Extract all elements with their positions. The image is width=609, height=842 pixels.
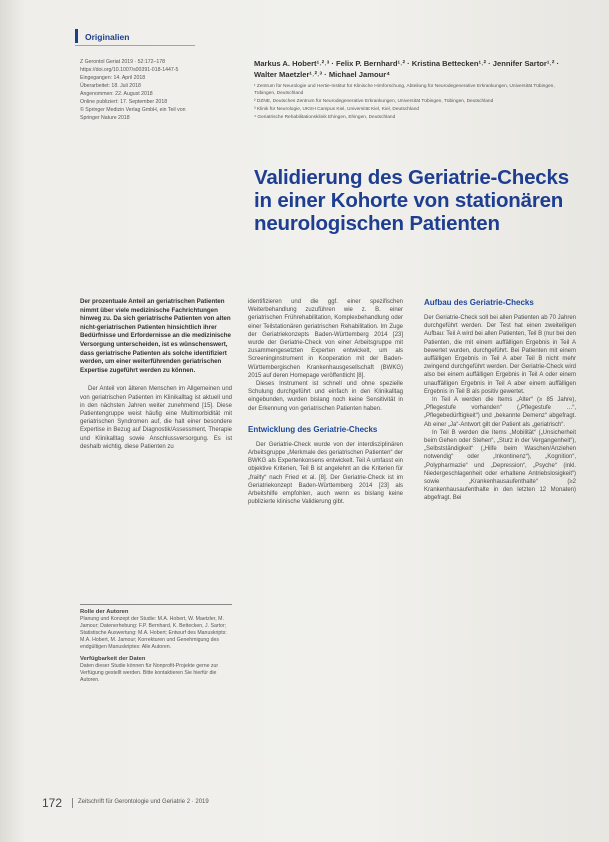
section-label: Originalien [75,30,195,46]
body-paragraph: Der Geriatrie-Check soll bei allen Patienten ab 70 Jahren durchgeführt werden. Der Test hat einen zweiteiligen Aufbau: Teil A wird bei allen Patienten, Teil B (nur bei den Patienten, die mit einem auffälligen Ergebnis in Teil A bewertet wurden, durchgeführt. Bei Patienten mit einem auffälligen Ergebnis in Teil A aber Teil B nicht mehr zwingend durchgeführt werden. Der Geriatrie-Check wird also bei einem auffälligen Ergebnis in Teil A oder einem unauffälligen Ergebnis in Teil A aber einem auffälligen Ergebnis in Teil B als positiv gewertet. [424,315,576,395]
author-list: Markus A. Hobert¹˒²˒³ · Felix P. Bernhard¹˒² · Kristina Bettecken¹˒² · Jennifer Sartor¹˒² · Walter Maetzler¹˒²˒³ · Michael Jamour⁴ [254,59,560,79]
footer-divider [72,798,73,808]
author-info-box [80,604,232,689]
affiliations [254,84,574,123]
article-meta [80,58,240,122]
column-3 [424,298,576,503]
body-paragraph: Der Geriatrie-Check wurde von der interdisziplinären Arbeitsgruppe „Merkmale des geriatrischen Patienten“ der BWKG als Expertenkonsens entwickelt. Teil A umfasst ein objektive Kriterien, Teil B ist angelehnt an die Kriterien für „frailty“ nach Fried et al. [8]. Der Geriatrie-Check ist im Geriatriekonzept Baden-Württemberg 2014 [23] als Arbeitshilfe empfohlen, auch wenn es bislang keine publizierte klinische Validierung gibt. [248,441,403,506]
meta-line: Angenommen: 22. August 2018 [80,91,153,97]
meta-line: Überarbeitet: 18. Juli 2018 [80,83,141,89]
abstract: Der prozentuale Anteil an geriatrischen Patienten nimmt über viele medizinische Fachrichtungen hinweg zu. Da sich geriatrische Patienten von alten nicht-geriatrischen Patienten hinsichtlich ihrer Bedürfnisse und Erfordernisse an die medizinische Versorgung unterscheiden, ist es wünschenswert, dass geriatrische Patienten als solche identifiziert werden, um einer weiterführenden geriatrischen Expertise zugeführt werden zu können. [80,298,231,374]
meta-line: Springer Nature 2018 [80,115,130,121]
meta-line: https://doi.org/10.1007/s00391-018-1447-5 [80,67,179,73]
column-2 [248,298,403,506]
meta-line: Online publiziert: 17. September 2018 [80,99,168,105]
article-title: Validierung des Geriatrie-Checks in einer Kohorte von stationären neurologischen Patienten [254,166,569,235]
affiliation: ¹ Zentrum für Neurologie und Hertie-Institut für Klinische Hirnforschung, Abteilung für Neurodegenerative Erkrankungen, Universität Tübingen, Tübingen, Deutschland [254,84,555,96]
box-paragraph: Planung und Konzept der Studie: M.A. Hobert, W. Maetzler, M. Jamour; Datenerhebung: F.P. Bernhard, K. Bettecken, J. Sartor; Statistische Auswertung: M.A. Hobert; Entwurf des Manuskripts: M.A. Hobert, M. Jamour; Korrekturen und Genehmigung des endgültigen Manuskriptes: Alle Autoren. [80,616,227,650]
meta-line: Z Gerontol Geriat 2019 · 52:172–178 [80,59,166,65]
body-paragraph: Der Anteil von älteren Menschen im Allgemeinen und von geriatrischen Patienten im Klinikalltag ist aktuell und in den nächsten Jahren weiter zunehmend [15]. Diese Patientengruppe weist häufig eine Multimorbidität mit geriatrischen Syndromen auf, die halt einer besondere Expertise in Bezug auf Diagnostik/Assessment, Therapie und Klinikalltag sowie Anschlussversorgung. Es ist deshalb wichtig, diese Patienten zu [80,386,232,450]
section-heading: Aufbau des Geriatrie-Checks [424,298,534,307]
box-heading: Rolle der Autoren [80,609,129,615]
page-number: 172 [42,796,63,810]
meta-line: Eingegangen: 14. April 2018 [80,75,146,81]
body-paragraph: Dieses Instrument ist schnell und ohne spezielle Schulung durchgeführt und einfach in den Klinikalltag eingebunden, wurden bislang noch keine Sensitivität in der Erkennung von geriatrischen Patienten haben. [248,381,403,412]
affiliation: ² DZNE, Deutsches Zentrum für Neurodegenerative Erkrankungen, Universität Tübingen, Tübingen, Deutschland [254,98,494,104]
section-heading: Entwicklung des Geriatrie-Checks [248,424,378,434]
body-paragraph: In Teil A werden die Items „Alter“ (≥ 85 Jahre), „Pflegestufe vorhanden“ („Pflegestufe …“, „Pflegebedürftigkeit“) und „bekannte Demenz“ abgefragt. Ab einer „Ja“-Antwort gilt der Patient als „geriatrisch“. [424,397,576,428]
affiliation: ⁴ Geriatrische Rehabilitationsklinik Ehingen, Ehingen, Deutschland [254,114,396,120]
column-1 [80,298,232,451]
meta-line: © Springer Medizin Verlag GmbH, ein Teil von [80,107,186,113]
body-paragraph: identifizieren und die ggf. einer spezifischen Weiterbehandlung zuzuführen wie z. B. einer geriatrischen Frührehabilitation, Komplexbehandlung oder einer Teilstationären geriatrischen Rehabilitation. Im Zuge der Geriatriekonzepts Baden-Württemberg 2014 [23] wurde der Geriatrie-Check von einer Arbeitsgruppe mit zusammengesetzten Experten entwickelt, um als Screeninginstrument in Kooperation mit der Baden-Württembergischen Krankenhausgesellschaft (BWKG) 2015 auf deren Homepage veröffentlicht [8]. [248,299,403,379]
journal-name: Zeitschrift für Gerontologie und Geriatrie 2 · 2019 [78,799,209,805]
box-paragraph: Daten dieser Studie können für Nonprofit-Projekte gerne zur Verfügung gestellt werden. Bitte kontaktieren Sie hierfür die Autoren. [80,663,219,683]
box-heading: Verfügbarkeit der Daten [80,656,146,662]
affiliation: ³ Klinik für Neurologie, UKSH Campus Kiel, Universität Kiel, Kiel, Deutschland [254,106,420,112]
body-paragraph: In Teil B werden die Items „Mobilität“ („Unsicherheit beim Gehen oder Stehen“, „Sturz in der Vergangenheit“), „Selbstständigkeit“ („Hilfe beim Waschen/Anziehen notwendig“ oder „Inkontinenz“), „Kognition“, „Polypharmazie“ und „Depression“, „Psyche“ (inkl. Niedergeschlagenheit oder erhaltene Antriebslosigkeit“) sowie „Krankenhausaufenthalte“ (≥2 Krankenhausaufenthalte in den letzten 12 Monaten) abgefragt. Bei [424,429,576,502]
